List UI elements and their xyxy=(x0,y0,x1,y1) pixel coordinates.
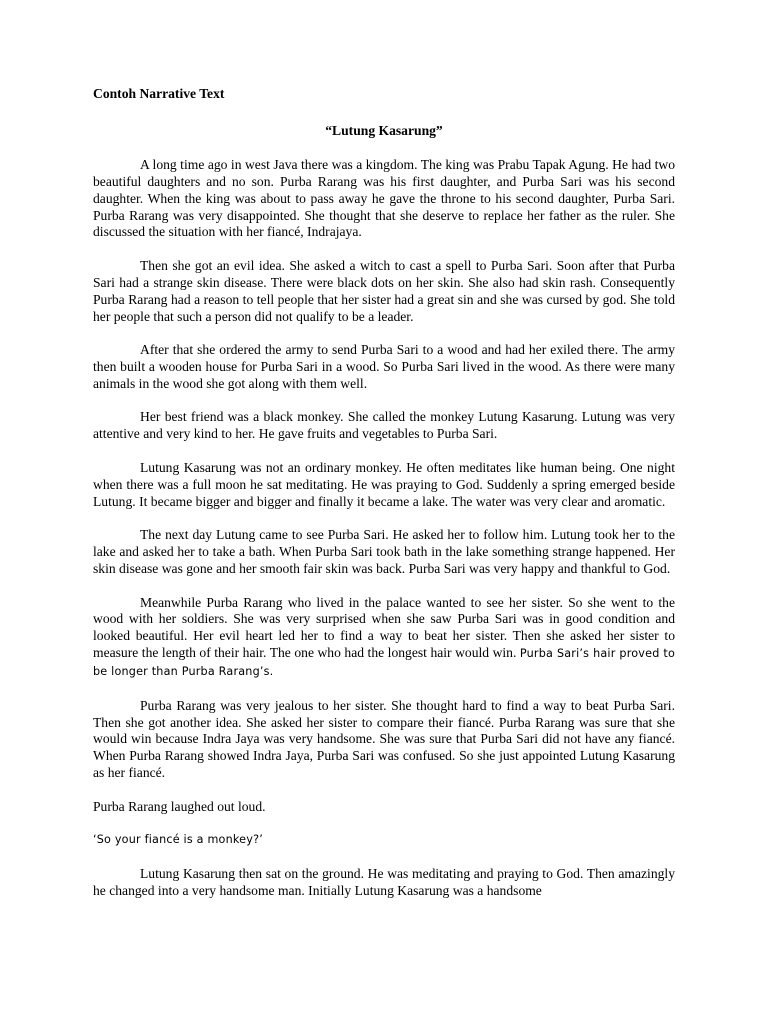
paragraph-7 xyxy=(93,595,675,682)
document-label: Contoh Narrative Text xyxy=(93,86,225,101)
paragraph-4: Her best friend was a black monkey. She called the monkey Lutung Kasarung. Lutung was very attentive and very kind to her. He gave fruits and vegetables to Purba Sari. xyxy=(93,409,675,442)
line-quote: ‘So your fiancé is a monkey?’ xyxy=(93,833,263,847)
paragraph-7-main: Meanwhile Purba Rarang who lived in the palace wanted to see her sister. So she went to the wood with her soldiers. She was very surprised when she saw Purba Sari was in good condition and looked beautiful. Her evil heart led her to find a way to beat her sister. Then she asked her sister to measure the length of their hair. The one who had the longest hair would win. xyxy=(93,594,675,661)
paragraph-2: Then she got an evil idea. She asked a witch to cast a spell to Purba Sari. Soon after that Purba Sari had a strange skin disease. There were black dots on her skin. She also had skin rash. Consequently Purba Rarang had a reason to tell people that her sister had a great sin and she was cursed by god. She told her people that such a person did not qualify to be a leader. xyxy=(93,257,675,324)
paragraph-8: Purba Rarang was very jealous to her sister. She thought hard to find a way to beat Purba Sari. Then she got another idea. She asked her sister to compare their fiancé. Purba Rarang was sure that she would win because Indra Jaya was very handsome. She was sure that Purba Sari did not have any fiancé. When Purba Rarang showed Indra Jaya, Purba Sari was confused. So she just appointed Lutung Kasarung as her fiancé. xyxy=(93,697,675,781)
story-title: “Lutung Kasarung” xyxy=(325,122,443,138)
paragraph-last: Lutung Kasarung then sat on the ground. He was meditating and praying to God. Then amazingly he changed into a very handsome man. Initially Lutung Kasarung was a handsome xyxy=(93,865,675,898)
paragraph-1: A long time ago in west Java there was a kingdom. The king was Prabu Tapak Agung. He had two beautiful daughters and no son. Purba Rarang was his first daughter, and Purba Sari was his second daughter. When the king was about to pass away he gave the throne to his second daughter, Purba Sari. Purba Rarang was very disappointed. She thought that she deserve to replace her father as the ruler. She discussed the situation with her fiancé, Indrajaya. xyxy=(93,156,675,240)
document-page xyxy=(93,86,675,916)
paragraph-7-tail: Purba Sari’s hair proved to be longer than Purba Rarang’s. xyxy=(93,647,675,679)
paragraph-3: After that she ordered the army to send Purba Sari to a wood and had her exiled there. The army then built a wooden house for Purba Sari in a wood. So Purba Sari lived in the wood. As there were many animals in the wood she got along with them well. xyxy=(93,342,675,391)
paragraph-5: Lutung Kasarung was not an ordinary monkey. He often meditates like human being. One night when there was a full moon he sat meditating. He was praying to God. Suddenly a spring emerged beside Lutung. It became bigger and bigger and finally it became a lake. The water was very clear and aromatic. xyxy=(93,459,675,509)
line-laugh: Purba Rarang laughed out loud. xyxy=(93,798,266,814)
paragraph-6: The next day Lutung came to see Purba Sari. He asked her to follow him. Lutung took her to the lake and asked her to take a bath. When Purba Sari took bath in the lake something strange happened. Her skin disease was gone and her smooth fair skin was back. Purba Sari was very happy and thankful to God. xyxy=(93,527,675,576)
